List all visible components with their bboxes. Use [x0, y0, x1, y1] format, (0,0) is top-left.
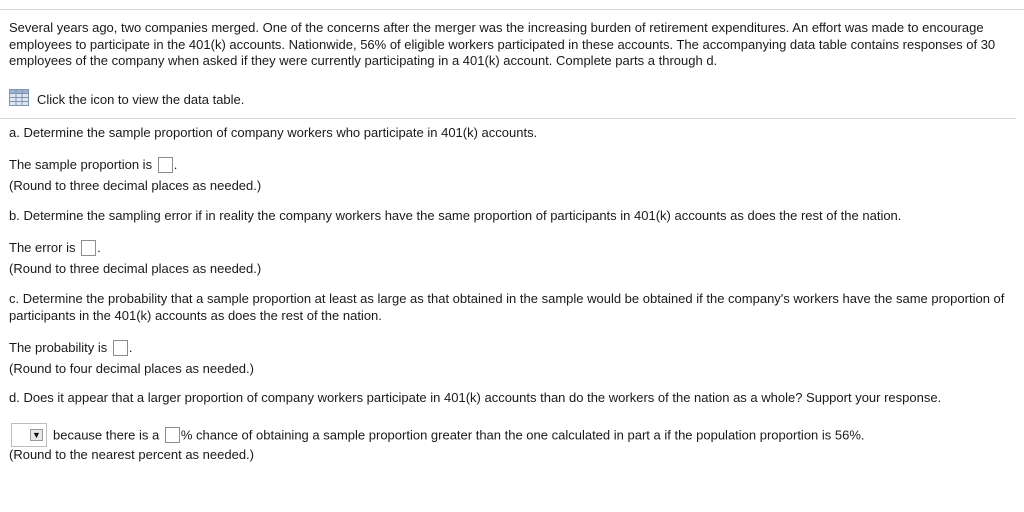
part-b-period: .: [97, 240, 101, 255]
yes-no-dropdown[interactable]: [11, 423, 47, 447]
section-divider: [0, 118, 1016, 119]
part-b-label: The error is: [9, 240, 76, 255]
part-d-text-after: % chance of obtaining a sample proportion greater than the one calculated in part a if the population proportion is 56%.: [180, 427, 865, 443]
top-divider: [0, 9, 1024, 10]
part-a-question: a. Determine the sample proportion of company workers who participate in 401(k) accounts.: [9, 125, 538, 140]
part-d-note: (Round to the nearest percent as needed.): [9, 447, 254, 462]
part-d-text-before: because there is a: [53, 427, 160, 443]
probability-input[interactable]: [113, 340, 128, 356]
part-c-question: c. Determine the probability that a sample proportion at least as large as that obtained in the sample would be obtained if the company's workers have the same proportion of participants in the 401(k) accounts as does the rest of the nation.: [9, 291, 1005, 323]
problem-intro: Several years ago, two companies merged. One of the concerns after the merger was the increasing burden of retirement expenditures. An effort was made to encourage employees to participate in the 401(k) accounts. Nationwide, 56% of eligible workers participated in these accounts. The accompanying data table contains responses of 30 employees of the company when asked if they were currently participating in a 401(k) account. Complete parts a through d.: [9, 20, 996, 68]
sampling-error-input[interactable]: [81, 240, 96, 256]
data-table-link[interactable]: [9, 89, 244, 111]
percent-chance-input[interactable]: [165, 427, 180, 443]
table-grid-icon[interactable]: [9, 89, 29, 111]
part-a-label: The sample proportion is: [9, 157, 153, 172]
part-a-note: (Round to three decimal places as needed.): [9, 178, 262, 193]
part-c-note: (Round to four decimal places as needed.): [9, 361, 254, 376]
part-a-period: .: [173, 157, 178, 172]
part-d-question: d. Does it appear that a larger proportion of company workers participate in 401(k) accounts than do the workers of the nation as a whole? Support your response.: [9, 390, 942, 405]
part-b-answer-row: [9, 240, 101, 257]
sample-proportion-input[interactable]: [158, 157, 173, 173]
part-d-answer-row: [11, 424, 865, 448]
part-b-note: (Round to three decimal places as needed.): [9, 261, 262, 276]
part-c-label: The probability is: [9, 340, 108, 355]
part-c-period: .: [128, 340, 133, 355]
data-table-link-text[interactable]: Click the icon to view the data table.: [37, 91, 245, 107]
part-a-answer-row: [9, 157, 177, 174]
triangle-down-icon[interactable]: ▼: [30, 429, 43, 441]
part-b-question: b. Determine the sampling error if in reality the company workers have the same proportion of participants in 401(k) accounts as does the rest of the nation.: [9, 208, 902, 223]
part-c-answer-row: [9, 340, 133, 357]
